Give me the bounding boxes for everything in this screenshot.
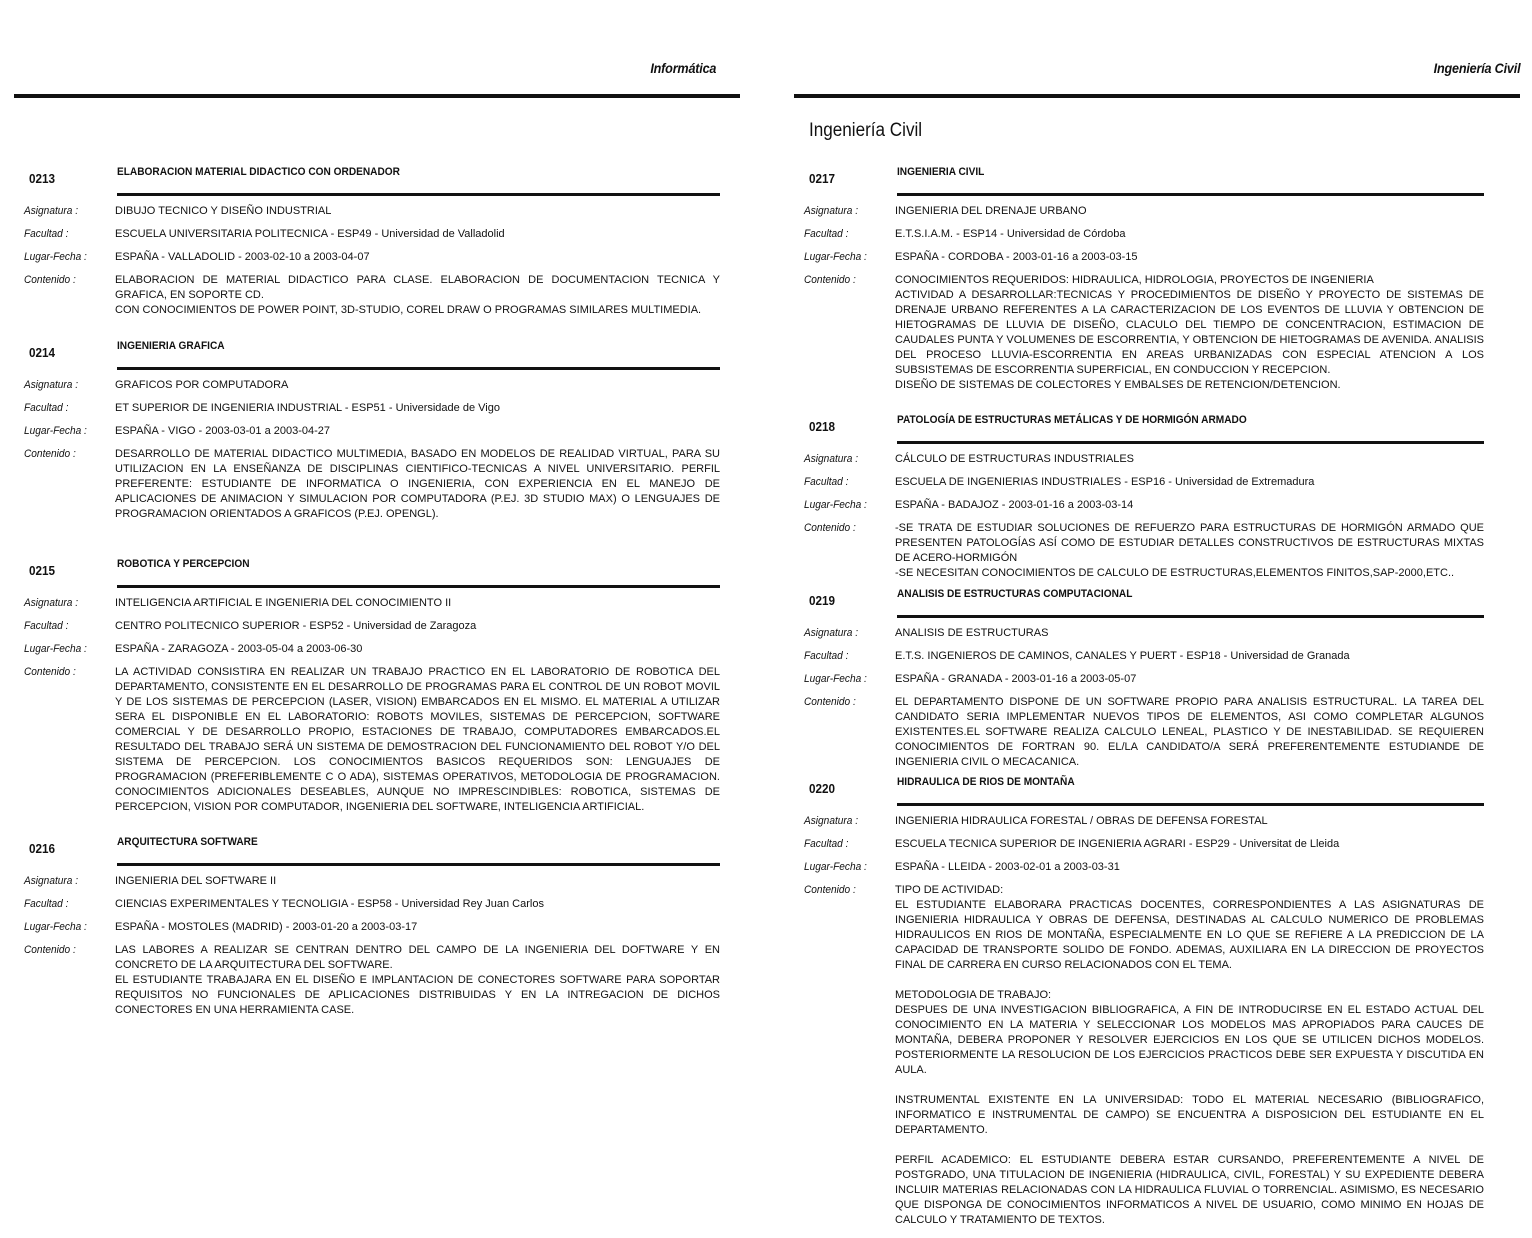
entry-0217 [804, 166, 1484, 393]
entry-rule [117, 585, 720, 588]
left-page [14, 0, 740, 1238]
asignatura-value: CÁLCULO DE ESTRUCTURAS INDUSTRIALES [895, 453, 1134, 465]
contenido-value: LA ACTIVIDAD CONSISTIRA EN REALIZAR UN TRABAJO PRACTICO EN EL LABORATORIO DE ROBOTICA DEL DEPARTAMENTO, CONSISTENTE EN EL DESARROLLO DE PROGRAMAS PARA EL CONTROL DE UN ROBOT MOVIL Y DE LOS SISTEMAS DE PERCEPCION (LASER, VISION) EMBARCADOS EN EL MISMO. EL MATERIAL A UTILIZAR SERA EL DISPONIBLE EN EL LABORATORIO: ROBOTS MOVILES, SISTEMAS DE PERCEPCION, SOFTWARE COMERCIAL Y DE DESARROLLO PROPIO, ESTACIONES DE TRABAJO, COMPUTADORES EMBARCADOS.EL RESULTADO DEL TRABAJO SERÁ UN SISTEMA DE DEMOSTRACION DEL FUNCIONAMIENTO DEL ROBOT Y/O DEL SISTEMA DE PERCEPCION. LOS CONOCIMIENTOS BASICOS REQUERIDOS SON: LENGUAJES DE PROGRAMACION (PREFERIBLEMENTE C O ADA), SISTEMAS OPERATIVOS, METODOLOGIA DE PROGRAMACION. CONOCIMIENTOS ADICIONALES DESEABLES, AUNQUE NO IMPRESCINDIBLES: ROBOTICA, SISTEMAS DE PERCEPCION, VISION POR COMPUTADOR, INGENIERIA DEL SOFTWARE, INTELIGENCIA ARTIFICIAL. [115, 666, 720, 813]
facultad-value: CENTRO POLITECNICO SUPERIOR - ESP52 - Universidad de Zaragoza [115, 620, 477, 632]
label-asignatura: Asignatura : [24, 379, 79, 391]
label-lugar-fecha: Lugar-Fecha : [804, 499, 867, 511]
label-lugar-fecha: Lugar-Fecha : [24, 251, 87, 263]
facultad-value: E.T.S. INGENIEROS DE CAMINOS, CANALES Y PUERT - ESP18 - Universidad de Granada [895, 650, 1350, 662]
entry-rule [117, 367, 720, 370]
facultad-value: CIENCIAS EXPERIMENTALES Y TECNOLIGIA - ESP58 - Universidad Rey Juan Carlos [115, 898, 544, 910]
label-contenido: Contenido : [24, 274, 76, 286]
entry-title: HIDRAULICA DE RIOS DE MONTAÑA [897, 776, 1075, 788]
label-facultad: Facultad : [804, 838, 849, 850]
facultad-value: E.T.S.I.A.M. - ESP14 - Universidad de Córdoba [895, 228, 1126, 240]
entry-code: 0213 [29, 171, 56, 186]
lugar-fecha-value: ESPAÑA - CORDOBA - 2003-01-16 a 2003-03-15 [895, 251, 1138, 263]
lugar-fecha-value: ESPAÑA - GRANADA - 2003-01-16 a 2003-05-07 [895, 673, 1137, 685]
entry-title: INGENIERIA CIVIL [897, 166, 985, 178]
header-rule [794, 94, 1520, 98]
label-asignatura: Asignatura : [804, 815, 859, 827]
entry-0214 [24, 340, 720, 522]
asignatura-value: INGENIERIA HIDRAULICA FORESTAL / OBRAS DE DEFENSA FORESTAL [895, 815, 1268, 827]
contenido-value: TIPO DE ACTIVIDAD: EL ESTUDIANTE ELABORARA PRACTICAS DOCENTES, CORRESPONDIENTES A LAS ASIGNATURAS DE INGENIERIA HIDRAULICA Y OBRAS DE DEFENSA, DESTINADAS AL CALCULO NUMERICO DE PROBLEMAS HIDRAULICOS EN RIOS DE MONTAÑA, ESPECIALMENTE EN LO QUE SE REFIERE A LA PREDICCION DE LA CAPACIDAD DE TRANSPORTE SOLIDO DE FONDO. ADEMAS, AUXILIARA EN LA DIRECCION DE PROYECTOS FINAL DE CARRERA EN CURSO RELACIONADOS CON EL TEMA. METODOLOGIA DE TRABAJO: DESPUES DE UNA INVESTIGACION BIBLIOGRAFICA, A FIN DE INTRODUCIRSE EN EL ESTADO ACTUAL DEL CONOCIMIENTO EN LA MATERIA Y SELECCIONAR LOS MODELOS MAS APROPIADOS PARA CAUCES DE MONTAÑA, DEBERA PROPONER Y RESOLVER EJERCICIOS EN LOS QUE SE UTILICEN DICHOS MODELOS. POSTERIORMENTE LA RESOLUCION DE LOS EJERCICIOS PRACTICOS DEBE SER EXPUESTA Y DISCUTIDA EN AULA. INSTRUMENTAL EXISTENTE EN LA UNIVERSIDAD: TODO EL MATERIAL NECESARIO (BIBLIOGRAFICO, INFORMATICO E INSTRUMENTAL DE CAMPO) SE ENCUENTRA A DISPOSICION DEL ESTUDIANTE EN EL DEPARTAMENTO. PERFIL ACADEMICO: EL ESTUDIANTE DEBERA ESTAR CURSANDO, PREFERENTEMENTE A NIVEL DE POSTGRADO, UNA TITULACION DE INGENIERIA (HIDRAULICA, CIVIL, FORESTAL) Y SU EXPEDIENTE DEBERA INCLUIR MATERIAS RELACIONADAS CON LA HIDRAULICA FLUVIAL O TORRENCIAL. ASIMISMO, ES NECESARIO QUE DISPONGA DE CONOCIMIENTOS INFORMATICOS A NIVEL DE USUARIO, COMO MINIMO EN HOJAS DE CALCULO Y TRATAMIENTO DE TEXTOS. [895, 884, 1484, 1226]
lugar-fecha-value: ESPAÑA - BADAJOZ - 2003-01-16 a 2003-03-14 [895, 499, 1134, 511]
entry-0219 [804, 588, 1484, 770]
entry-rule [117, 863, 720, 866]
label-facultad: Facultad : [24, 402, 69, 414]
label-asignatura: Asignatura : [24, 597, 79, 609]
entry-rule [897, 441, 1484, 444]
label-facultad: Facultad : [804, 476, 849, 488]
running-head: Informática [650, 60, 716, 76]
entry-code: 0214 [29, 345, 56, 360]
label-asignatura: Asignatura : [24, 205, 79, 217]
label-contenido: Contenido : [804, 274, 856, 286]
contenido-value: CONOCIMIENTOS REQUERIDOS: HIDRAULICA, HIDROLOGIA, PROYECTOS DE INGENIERIA ACTIVIDAD A DESARROLLAR:TECNICAS Y PROCEDIMIENTOS DE DISEÑO Y PROYECTO DE SISTEMAS DE DRENAJE URBANO REFERENTES A LA CARACTERIZACION DE LOS EVENTOS DE LLUVIA Y OBTENCION DE HIETOGRAMAS DE LLUVIA DE DISEÑO, CLACULO DEL TIEMPO DE CONCENTRACION, ESTIMACION DE CAUDALES PUNTA Y VOLUMENES DE ESCORRENTIA, Y OBTENCION DE HIETOGRAMAS DE AVENIDA. ANALISIS DEL PROCESO LLUVIA-ESCORRENTIA EN AREAS URBANIZADAS CON ESPECIAL ATENCION A LOS SUBSISTEMAS DE ESCORRENTIA SUPERFICIAL, EN CONDUCCION Y RECEPCION. DISEÑO DE SISTEMAS DE COLECTORES Y EMBALSES DE RETENCION/DETENCION. [895, 274, 1484, 391]
entry-code: 0218 [809, 419, 836, 434]
label-facultad: Facultad : [24, 898, 69, 910]
facultad-value: ET SUPERIOR DE INGENIERIA INDUSTRIAL - ESP51 - Universidade de Vigo [115, 402, 500, 414]
label-asignatura: Asignatura : [804, 627, 859, 639]
entry-0213 [24, 166, 720, 318]
asignatura-value: INGENIERIA DEL DRENAJE URBANO [895, 205, 1087, 217]
label-lugar-fecha: Lugar-Fecha : [24, 643, 87, 655]
label-contenido: Contenido : [804, 522, 856, 534]
label-contenido: Contenido : [24, 944, 76, 956]
entry-title: PATOLOGÍA DE ESTRUCTURAS METÁLICAS Y DE HORMIGÓN ARMADO [897, 414, 1247, 426]
entry-0216 [24, 836, 720, 1018]
label-contenido: Contenido : [804, 696, 856, 708]
facultad-value: ESCUELA UNIVERSITARIA POLITECNICA - ESP49 - Universidad de Valladolid [115, 228, 505, 240]
contenido-value: ELABORACION DE MATERIAL DIDACTICO PARA CLASE. ELABORACION DE DOCUMENTACION TECNICA Y GRAFICA, EN SOPORTE CD. CON CONOCIMIENTOS DE POWER POINT, 3D-STUDIO, COREL DRAW O PROGRAMAS SIMILARES MULTIMEDIA. [115, 274, 720, 316]
right-page [794, 0, 1520, 1238]
label-facultad: Facultad : [24, 228, 69, 240]
section-title: Ingeniería Civil [809, 120, 923, 141]
entry-title: ROBOTICA Y PERCEPCION [117, 558, 250, 570]
header-rule [14, 94, 740, 98]
running-head: Ingeniería Civil [1433, 60, 1520, 76]
entry-title: ANALISIS DE ESTRUCTURAS COMPUTACIONAL [897, 588, 1133, 600]
entry-rule [897, 803, 1484, 806]
label-lugar-fecha: Lugar-Fecha : [24, 425, 87, 437]
label-asignatura: Asignatura : [24, 875, 79, 887]
label-facultad: Facultad : [804, 650, 849, 662]
entry-title: INGENIERIA GRAFICA [117, 340, 225, 352]
contenido-value: DESARROLLO DE MATERIAL DIDACTICO MULTIMEDIA, BASADO EN MODELOS DE REALIDAD VIRTUAL, PARA SU UTILIZACION EN LA ENSEÑANZA DE DISCIPLINAS CIENTIFICO-TECNICAS A NIVEL UNIVERSITARIO. PERFIL PREFERENTE: ESTUDIANTE DE INFORMATICA O INGENIERIA, CON EXPERIENCIA EN EL MANEJO DE APLICACIONES DE ANIMACION Y SIMULACION POR COMPUTADORA (P.EJ. 3D STUDIO MAX) O LENGUAJES DE PROGRAMACION ORIENTADOS A GRAFICOS (P.EJ. OPENGL). [115, 448, 720, 520]
label-lugar-fecha: Lugar-Fecha : [804, 861, 867, 873]
entry-title: ARQUITECTURA SOFTWARE [117, 836, 258, 848]
lugar-fecha-value: ESPAÑA - VALLADOLID - 2003-02-10 a 2003-04-07 [115, 251, 370, 263]
label-asignatura: Asignatura : [804, 453, 859, 465]
entry-0218 [804, 414, 1484, 581]
entry-code: 0215 [29, 563, 56, 578]
entry-title: ELABORACION MATERIAL DIDACTICO CON ORDENADOR [117, 166, 400, 178]
asignatura-value: DIBUJO TECNICO Y DISEÑO INDUSTRIAL [115, 205, 332, 217]
entry-code: 0216 [29, 841, 56, 856]
asignatura-value: ANALISIS DE ESTRUCTURAS [895, 627, 1049, 639]
label-contenido: Contenido : [24, 448, 76, 460]
label-lugar-fecha: Lugar-Fecha : [24, 921, 87, 933]
asignatura-value: INGENIERIA DEL SOFTWARE II [115, 875, 277, 887]
lugar-fecha-value: ESPAÑA - VIGO - 2003-03-01 a 2003-04-27 [115, 425, 331, 437]
lugar-fecha-value: ESPAÑA - ZARAGOZA - 2003-05-04 a 2003-06-30 [115, 643, 363, 655]
entry-rule [897, 615, 1484, 618]
contenido-value: -SE TRATA DE ESTUDIAR SOLUCIONES DE REFUERZO PARA ESTRUCTURAS DE HORMIGÓN ARMADO QUE PRESENTEN PATOLOGÍAS ASÍ COMO DE ESTUDIAR DETALLES CONSTRUCTIVOS DE ESTRUCTURAS MIXTAS DE ACERO-HORMIGÓN -SE NECESITAN CONOCIMIENTOS DE CALCULO DE ESTRUCTURAS,ELEMENTOS FINITOS,SAP-2000,ETC.. [895, 522, 1484, 579]
lugar-fecha-value: ESPAÑA - LLEIDA - 2003-02-01 a 2003-03-31 [895, 861, 1120, 873]
asignatura-value: GRAFICOS POR COMPUTADORA [115, 379, 289, 391]
lugar-fecha-value: ESPAÑA - MOSTOLES (MADRID) - 2003-01-20 a 2003-03-17 [115, 921, 418, 933]
entry-0215 [24, 558, 720, 815]
entry-rule [897, 193, 1484, 196]
label-contenido: Contenido : [24, 666, 76, 678]
contenido-value: EL DEPARTAMENTO DISPONE DE UN SOFTWARE PROPIO PARA ANALISIS ESTRUCTURAL. LA TAREA DEL CANDIDATO SERIA IMPLEMENTAR NUEVOS TIPOS DE ELEMENTOS, ASI COMO COMPLETAR ALGUNOS EXISTENTES.EL SOFTWARE REALIZA CALCULO LENEAL, PLASTICO Y DE INESTABILIDAD. SE REQUIEREN CONOCIMIENTOS DE FORTRAN 90. EL/LA CANDIDATO/A SERÁ PREFERENTEMENTE ESTUDIANDE DE INGENIERIA CIVIL O MECACANICA. [895, 696, 1484, 768]
entry-code: 0217 [809, 171, 836, 186]
asignatura-value: INTELIGENCIA ARTIFICIAL E INGENIERIA DEL CONOCIMIENTO II [115, 597, 452, 609]
entry-code: 0220 [809, 781, 836, 796]
label-lugar-fecha: Lugar-Fecha : [804, 251, 867, 263]
facultad-value: ESCUELA DE INGENIERIAS INDUSTRIALES - ESP16 - Universidad de Extremadura [895, 476, 1315, 488]
entry-0220 [804, 776, 1484, 1228]
label-contenido: Contenido : [804, 884, 856, 896]
entry-rule [117, 193, 720, 196]
label-facultad: Facultad : [804, 228, 849, 240]
label-facultad: Facultad : [24, 620, 69, 632]
label-lugar-fecha: Lugar-Fecha : [804, 673, 867, 685]
contenido-value: LAS LABORES A REALIZAR SE CENTRAN DENTRO DEL CAMPO DE LA INGENIERIA DEL DOFTWARE Y EN CONCRETO DE LA ARQUITECTURA DEL SOFTWARE. EL ESTUDIANTE TRABAJARA EN EL DISEÑO E IMPLANTACION DE CONECTORES SOFTWARE PARA SOPORTAR REQUISITOS NO FUNCIONALES DE APLICACIONES DISTRIBUIDAS Y EN LA INTREGACION DE DICHOS CONECTORES EN UNA HERRAMIENTA CASE. [115, 944, 720, 1016]
facultad-value: ESCUELA TECNICA SUPERIOR DE INGENIERIA AGRARI - ESP29 - Universitat de Lleida [895, 838, 1340, 850]
label-asignatura: Asignatura : [804, 205, 859, 217]
entry-code: 0219 [809, 593, 836, 608]
